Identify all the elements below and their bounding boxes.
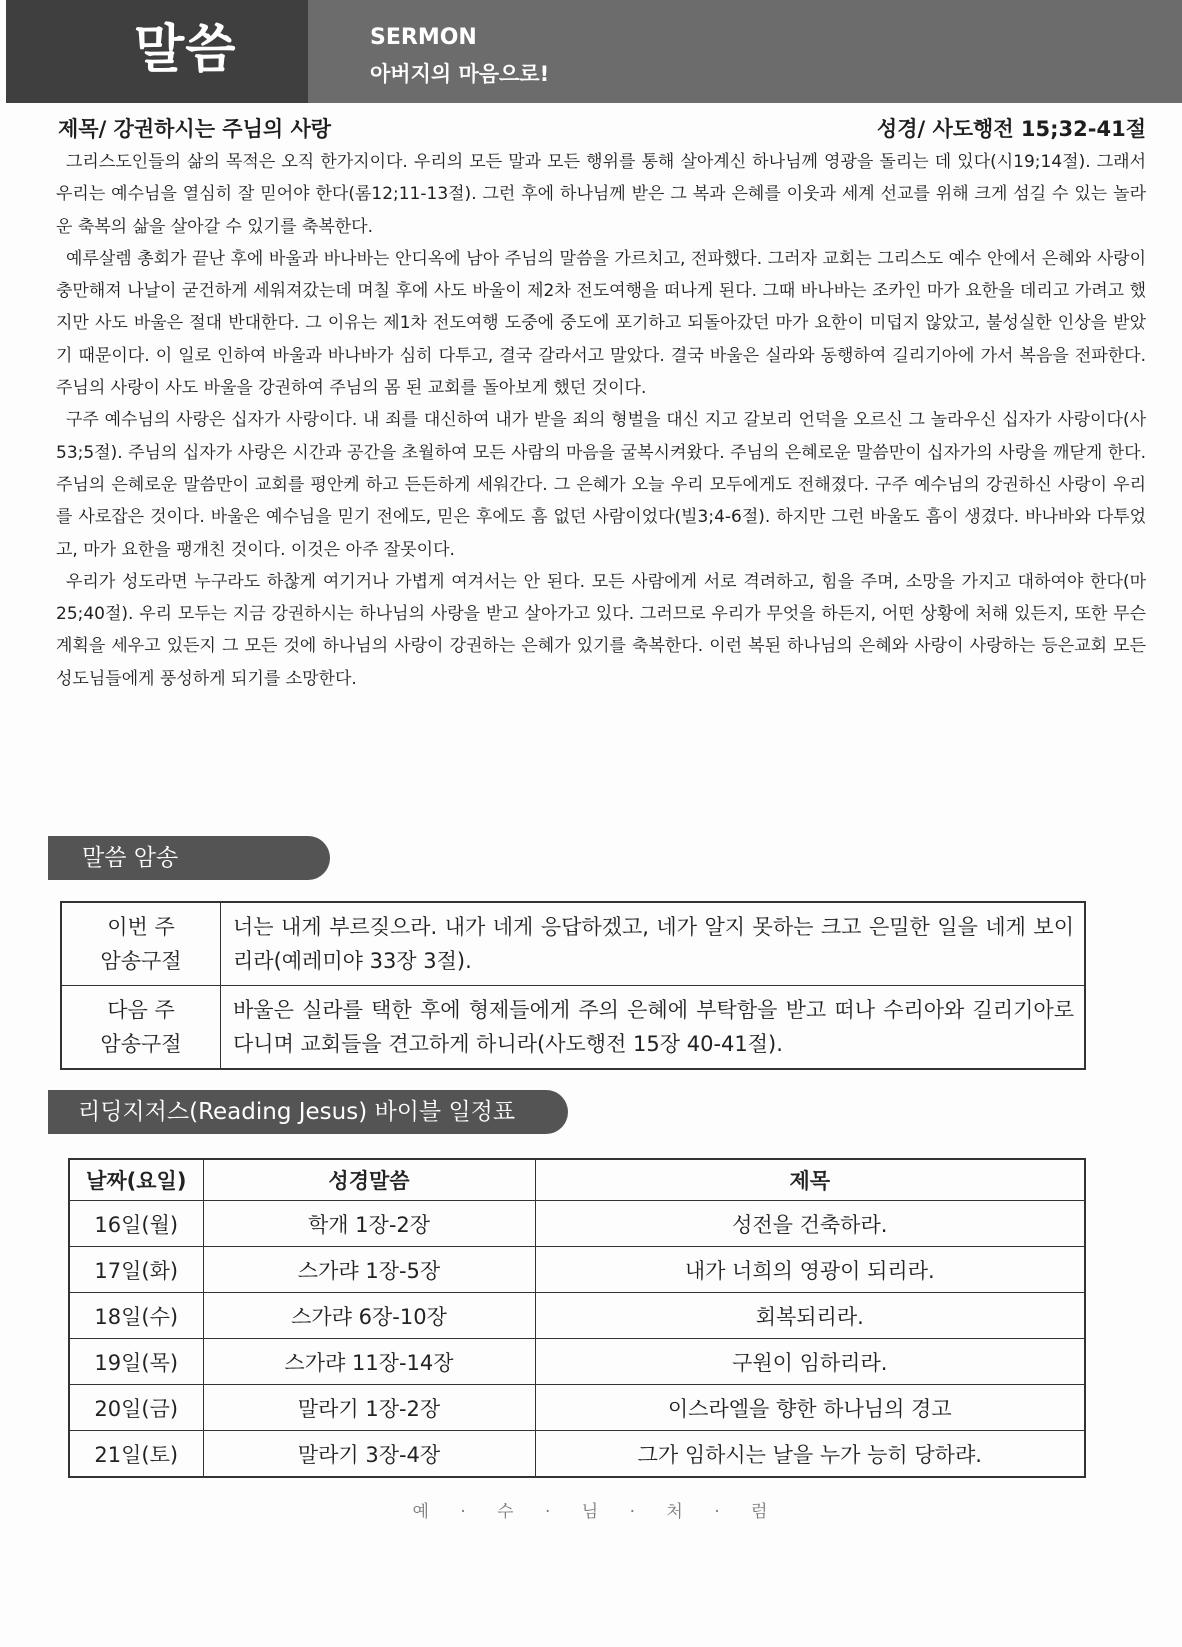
date-cell: 18일(수)	[69, 1293, 203, 1339]
table-row	[69, 1201, 1085, 1247]
scripture-cell: 스가랴 6장-10장	[203, 1293, 535, 1339]
title-cell: 회복되리라.	[535, 1293, 1085, 1339]
title-cell: 성전을 건축하라.	[535, 1201, 1085, 1247]
memory-verse-text: 너는 내게 부르짖으라. 내가 네게 응답하겠고, 네가 알지 못하는 크고 은밀한 일을 네게 보이리라(예레미야 33장 3절).	[221, 902, 1086, 986]
sermon-body	[56, 146, 1146, 695]
memory-label-line: 이번 주	[107, 915, 175, 939]
sermon-scripture: 성경/ 사도행전 15;32-41절	[876, 117, 1146, 141]
memory-label-line: 암송구절	[100, 1032, 182, 1056]
table-row	[69, 1247, 1085, 1293]
page-title: 말씀	[134, 20, 237, 80]
scripture-cell: 학개 1장-2장	[203, 1201, 535, 1247]
memory-label-cell	[61, 902, 221, 986]
section-label: SERMON	[370, 25, 477, 50]
scripture-cell: 스가랴 1장-5장	[203, 1247, 535, 1293]
table-row	[61, 902, 1085, 986]
scripture-cell: 말라기 3장-4장	[203, 1431, 535, 1478]
column-header-scripture: 성경말씀	[203, 1159, 535, 1201]
title-cell: 이스라엘을 향한 하나님의 경고	[535, 1385, 1085, 1431]
reading-schedule-table	[68, 1158, 1086, 1478]
date-cell: 17일(화)	[69, 1247, 203, 1293]
table-row	[61, 986, 1085, 1070]
table-row	[69, 1431, 1085, 1478]
title-cell: 구원이 임하리라.	[535, 1339, 1085, 1385]
column-header-title: 제목	[535, 1159, 1085, 1201]
reading-section-heading: 리딩지저스(Reading Jesus) 바이블 일정표	[48, 1090, 568, 1134]
table-row	[69, 1339, 1085, 1385]
scripture-cell: 스가랴 11장-14장	[203, 1339, 535, 1385]
sermon-paragraph: 그리스도인들의 삶의 목적은 오직 한가지이다. 우리의 모든 말과 모든 행위를 통해 살아계신 하나님께 영광을 돌리는 데 있다(시19;14절). 그래서 우리는 예수님을 열심히 잘 믿어야 한다(롬12;11-13절). 그런 후에 하나님께 받은 그 복과 은혜를 이웃과 세계 선교를 위해 크게 섬길 수 있는 놀라운 축복의 삶을 살아갈 수 있기를 축복한다.	[56, 152, 1146, 237]
memory-verse-text: 바울은 실라를 택한 후에 형제들에게 주의 은혜에 부탁함을 받고 떠나 수리아와 길리기아로 다니며 교회들을 견고하게 하니라(사도행전 15장 40-41절).	[221, 986, 1086, 1070]
sermon-paragraph: 우리가 성도라면 누구라도 하찮게 여기거나 가볍게 여겨서는 안 된다. 모든 사람에게 서로 격려하고, 힘을 주며, 소망을 가지고 대하여야 한다(마25;40절). 우리 모두는 지금 강권하시는 하나님의 사랑을 받고 살아가고 있다. 그러므로 우리가 무엇을 하든지, 어떤 상황에 처해 있든지, 또한 무슨 계획을 세우고 있든지 그 모든 것에 하나님의 사랑이 강권하는 은혜가 있기를 축복한다. 이런 복된 하나님의 은혜와 사랑이 사랑하는 등은교회 모든 성도님들에게 풍성하게 되기를 소망한다.	[56, 571, 1146, 689]
sermon-paragraph: 구주 예수님의 사랑은 십자가 사랑이다. 내 죄를 대신하여 내가 받을 죄의 형벌을 대신 지고 갈보리 언덕을 오르신 그 놀라우신 십자가 사랑이다(사53;5절). 주님의 십자가 사랑은 시간과 공간을 초월하여 모든 사람의 마음을 굴복시켜왔다. 주님의 은혜로운 말씀만이 십자가의 사랑을 깨닫게 한다. 주님의 은혜로운 말씀만이 교회를 평안케 하고 든든하게 세워간다. 그 은혜가 오늘 우리 모두에게도 전해졌다. 구주 예수님의 강권하신 사랑이 우리를 사로잡은 것이다. 바울은 예수님을 믿기 전에도, 믿은 후에도 흠 없던 사람이었다(빌3;4-6절). 하지만 그런 바울도 흠이 생겼다. 바나바와 다투었고, 마가 요한을 팽개친 것이다. 이것은 아주 잘못이다.	[56, 410, 1146, 560]
sermon-title-row	[58, 112, 1146, 146]
memory-label-line: 암송구절	[100, 949, 182, 973]
header-band	[6, 0, 1182, 103]
date-cell: 21일(토)	[69, 1431, 203, 1478]
title-cell: 그가 임하시는 날을 누가 능히 당하랴.	[535, 1431, 1085, 1478]
column-header-date: 날짜(요일)	[69, 1159, 203, 1201]
table-row	[69, 1293, 1085, 1339]
memory-label-cell	[61, 986, 221, 1070]
title-cell: 내가 너희의 영광이 되리라.	[535, 1247, 1085, 1293]
header-subtitle-block	[308, 0, 1182, 103]
section-subtitle: 아버지의 마음으로!	[370, 62, 550, 86]
table-header-row	[69, 1159, 1085, 1201]
memory-label-line: 다음 주	[107, 998, 175, 1022]
date-cell: 20일(금)	[69, 1385, 203, 1431]
page-footer: 예 · 수 · 님 · 처 · 럼	[412, 1502, 770, 1522]
sermon-paragraph: 예루살렘 총회가 끝난 후에 바울과 바나바는 안디옥에 남아 주님의 말씀을 가르치고, 전파했다. 그러자 교회는 그리스도 예수 안에서 은혜와 사랑이 충만해져 나날이 굳건하게 세워져갔는데 며칠 후에 사도 바울이 제2차 전도여행을 떠나게 된다. 그때 바나바는 조카인 마가 요한을 데리고 가려고 했지만 사도 바울은 절대 반대한다. 그 이유는 제1차 전도여행 도중에 중도에 포기하고 되돌아갔던 마가 요한이 미덥지 않았고, 불성실한 인상을 받았기 때문이다. 이 일로 인하여 바울과 바나바가 심히 다투고, 결국 갈라서고 말았다. 결국 바울은 실라와 동행하여 길리기아에 가서 복음을 전파한다. 주님의 사랑이 사도 바울을 강권하여 주님의 몸 된 교회를 돌아보게 했던 것이다.	[56, 248, 1146, 399]
date-cell: 19일(목)	[69, 1339, 203, 1385]
table-row	[69, 1385, 1085, 1431]
date-cell: 16일(월)	[69, 1201, 203, 1247]
memory-section-heading: 말씀 암송	[48, 836, 330, 880]
sermon-title: 제목/ 강권하시는 주님의 사랑	[58, 117, 332, 141]
scripture-cell: 말라기 1장-2장	[203, 1385, 535, 1431]
header-title-block	[6, 0, 308, 103]
memory-verse-table	[60, 901, 1086, 1070]
